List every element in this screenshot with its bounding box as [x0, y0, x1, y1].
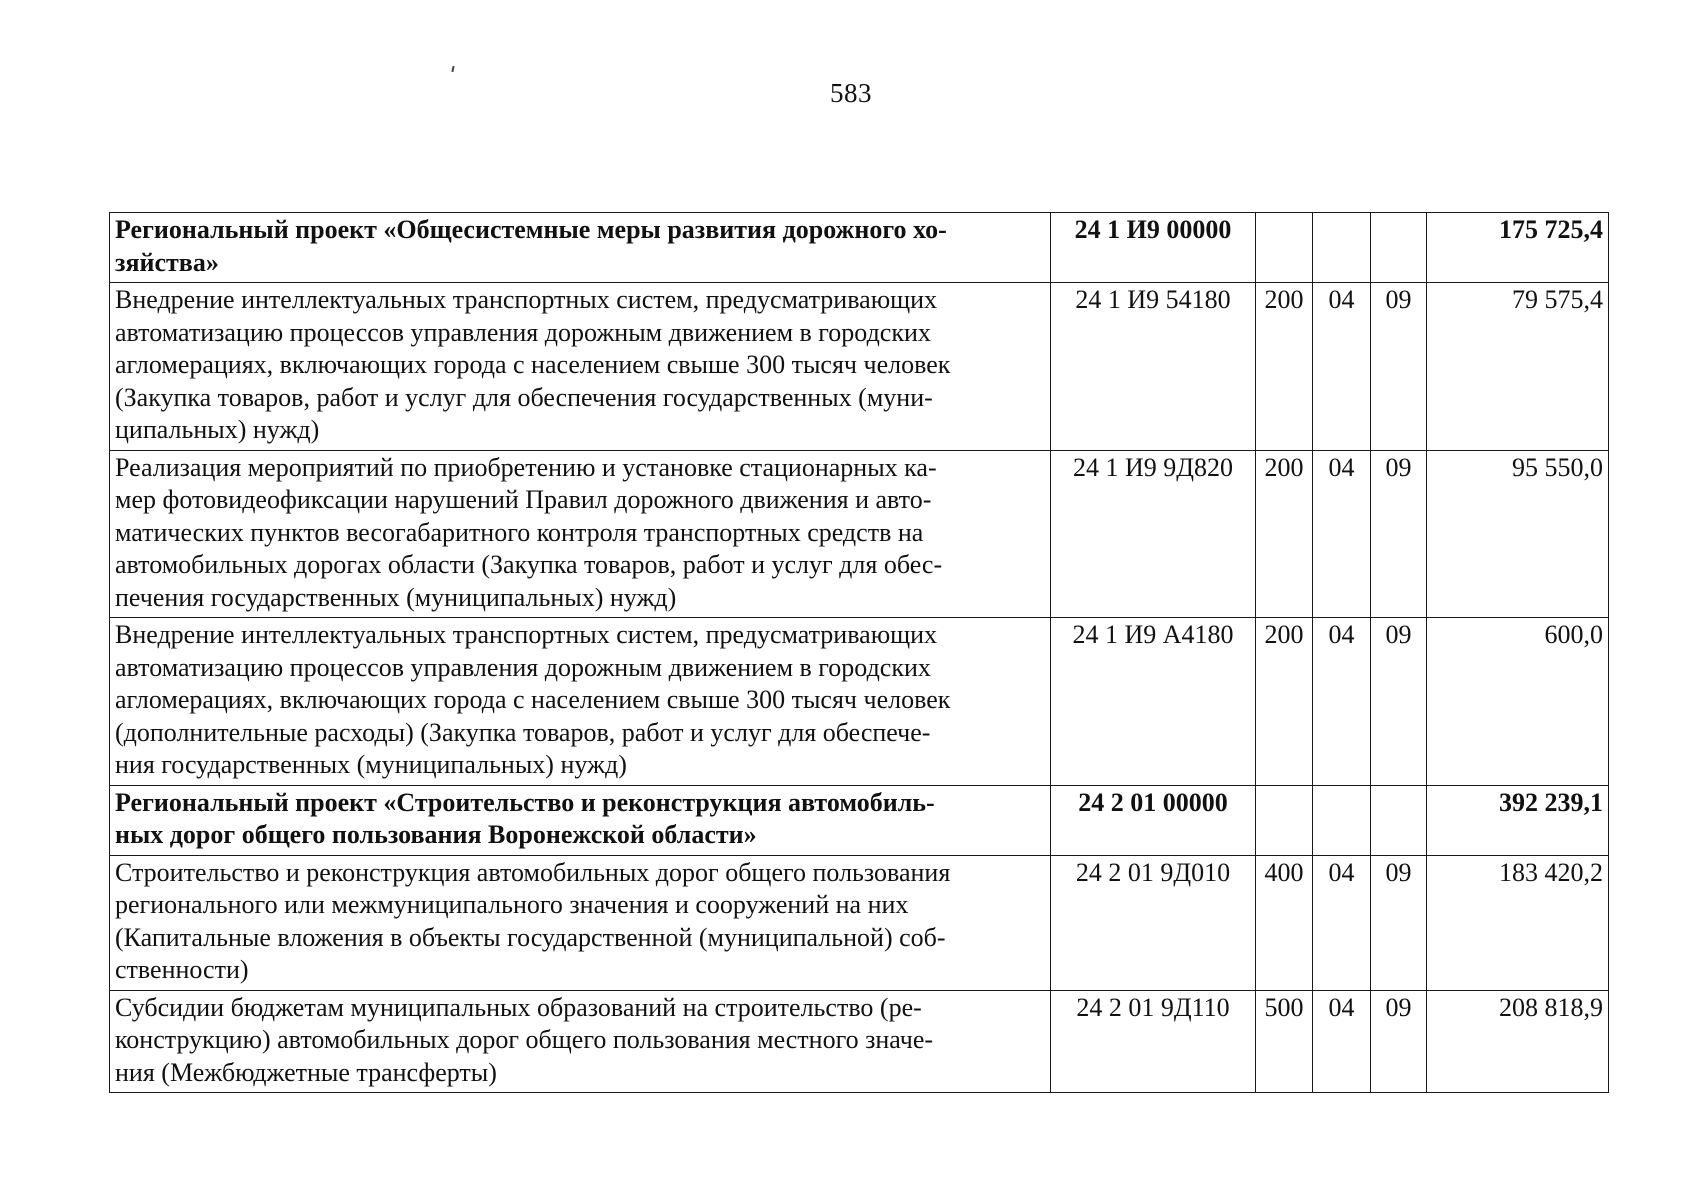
cell-name: [110, 213, 1051, 283]
cell-amount: 600,0: [1427, 618, 1609, 786]
cell-name-line: автомобильных дорогах области (Закупка товаров, работ и услуг для обес-: [115, 550, 943, 579]
cell-name-line: Внедрение интеллектуальных транспортных систем, предусматривающих: [115, 620, 938, 649]
cell-target-code: 24 2 01 9Д110: [1051, 990, 1256, 1093]
cell-subsection: 09: [1371, 855, 1427, 990]
cell-section: [1313, 213, 1371, 283]
table-row: [110, 618, 1609, 786]
cell-name-line: (Закупка товаров, работ и услуг для обеспечения государственных (муни-: [115, 382, 933, 412]
cell-name-line: агломерациях, включающих города с населением свыше 300 тысяч человек: [115, 685, 951, 714]
cell-name-line: Реализация мероприятий по приобретению и установке стационарных ка-: [115, 452, 937, 482]
cell-name-line: ных дорог общего пользования Воронежской области»: [115, 820, 757, 849]
cell-name: [110, 855, 1051, 990]
cell-amount: 95 550,0: [1427, 450, 1609, 618]
cell-section: 04: [1313, 283, 1371, 451]
cell-name-line: матических пунктов весогабаритного контроля транспортных средств на: [115, 517, 924, 547]
cell-name-line: печения государственных (муниципальных) нужд): [115, 582, 677, 612]
cell-name-line: Субсидии бюджетам муниципальных образований на строительство (ре-: [115, 992, 922, 1022]
scan-mark: [451, 66, 454, 72]
table-row: [110, 990, 1609, 1093]
cell-expense-type: 200: [1256, 450, 1313, 618]
cell-name-line: (Капитальные вложения в объекты государственной (муниципальной) соб-: [115, 922, 946, 952]
cell-section: [1313, 785, 1371, 855]
cell-expense-type: [1256, 213, 1313, 283]
cell-name-line: автоматизацию процессов управления дорожным движением в городских: [115, 652, 931, 682]
cell-target-code: 24 2 01 9Д010: [1051, 855, 1256, 990]
table-row-section: [110, 785, 1609, 855]
page-number: 583: [830, 78, 872, 108]
cell-name-line: ния (Межбюджетные трансферты): [115, 1057, 497, 1087]
table-row: [110, 855, 1609, 990]
cell-name-line: конструкцию) автомобильных дорог общего пользования местного значе-: [115, 1025, 934, 1054]
cell-amount: 79 575,4: [1427, 283, 1609, 451]
cell-target-code: 24 2 01 00000: [1051, 785, 1256, 855]
budget-table-body: [110, 213, 1609, 1093]
cell-expense-type: 200: [1256, 618, 1313, 786]
table-row: [110, 450, 1609, 618]
cell-name-line: Строительство и реконструкция автомобильных дорог общего пользования: [115, 857, 951, 887]
cell-target-code: 24 1 И9 00000: [1051, 213, 1256, 283]
cell-subsection: 09: [1371, 618, 1427, 786]
cell-section: 04: [1313, 855, 1371, 990]
cell-subsection: [1371, 213, 1427, 283]
cell-name-line: Региональный проект «Строительство и реконструкция автомобиль-: [115, 787, 935, 817]
cell-expense-type: 400: [1256, 855, 1313, 990]
cell-section: 04: [1313, 618, 1371, 786]
table-row: [110, 283, 1609, 451]
table-row-section: [110, 213, 1609, 283]
cell-name-line: ния государственных (муниципальных) нужд): [115, 750, 627, 779]
cell-name-line: Внедрение интеллектуальных транспортных систем, предусматривающих: [115, 285, 938, 314]
cell-name-line: автоматизацию процессов управления дорожным движением в городских: [115, 317, 931, 347]
cell-target-code: 24 1 И9 9Д820: [1051, 450, 1256, 618]
cell-amount: 208 818,9: [1427, 990, 1609, 1093]
cell-name: [110, 283, 1051, 451]
cell-expense-type: 200: [1256, 283, 1313, 451]
cell-amount: 392 239,1: [1427, 785, 1609, 855]
cell-expense-type: 500: [1256, 990, 1313, 1093]
cell-name-line: мер фотовидеофиксации нарушений Правил дорожного движения и авто-: [115, 485, 932, 514]
cell-amount: 183 420,2: [1427, 855, 1609, 990]
cell-amount: 175 725,4: [1427, 213, 1609, 283]
cell-name: [110, 990, 1051, 1093]
cell-name: [110, 785, 1051, 855]
cell-name: [110, 618, 1051, 786]
cell-target-code: 24 1 И9 54180: [1051, 283, 1256, 451]
cell-subsection: 09: [1371, 990, 1427, 1093]
cell-target-code: 24 1 И9 А4180: [1051, 618, 1256, 786]
cell-name: [110, 450, 1051, 618]
cell-subsection: [1371, 785, 1427, 855]
cell-expense-type: [1256, 785, 1313, 855]
cell-name-line: ципальных) нужд): [115, 415, 320, 444]
cell-name-line: зяйства»: [115, 247, 219, 277]
cell-name-line: (дополнительные расходы) (Закупка товаров, работ и услуг для обеспече-: [115, 717, 931, 747]
cell-name-line: агломерациях, включающих города с населением свыше 300 тысяч человек: [115, 350, 951, 379]
cell-name-line: ственности): [115, 955, 249, 984]
budget-table: [109, 212, 1609, 1093]
cell-name-line: регионального или межмуниципального значения и сооружений на них: [115, 890, 909, 919]
cell-subsection: 09: [1371, 283, 1427, 451]
cell-subsection: 09: [1371, 450, 1427, 618]
cell-section: 04: [1313, 990, 1371, 1093]
cell-name-line: Региональный проект «Общесистемные меры развития дорожного хо-: [115, 215, 947, 244]
cell-section: 04: [1313, 450, 1371, 618]
